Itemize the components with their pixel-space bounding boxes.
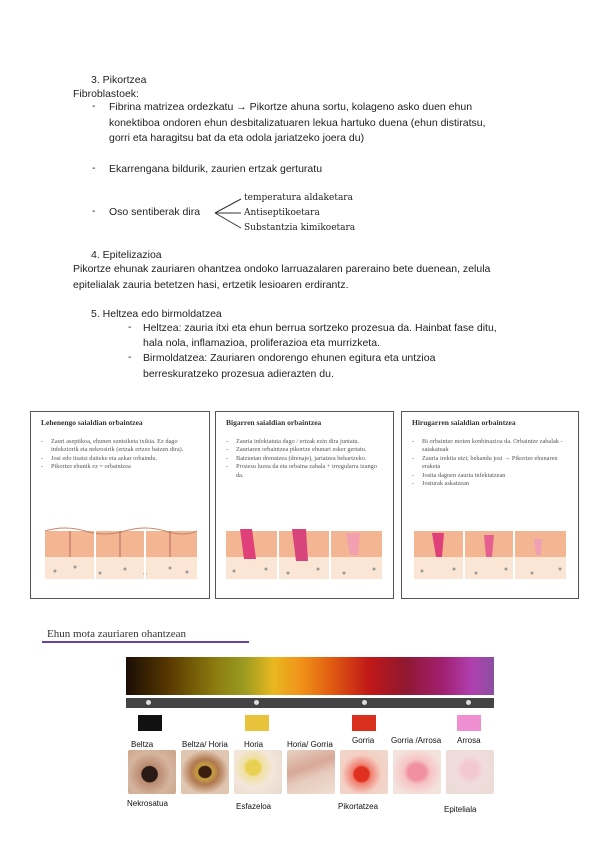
swatch-pink xyxy=(457,715,481,731)
tissue-label-necrotic: Nekrosatua xyxy=(127,799,168,808)
spectrum-title: Ehun mota zauriaren ohantzean xyxy=(47,628,186,640)
box-item: - Zauri aseptikoa, ehunen suntsiketa txikia. Ez dago infekziorik eta nekrosirik (ertzak ertzez batzen dira). xyxy=(45,438,195,455)
label-red: Gorria xyxy=(352,736,375,745)
tissue-label-slough: Esfazeloa xyxy=(236,802,272,811)
spectrum-scale-band xyxy=(126,698,494,708)
section-5-b2-line-2: berreskuratzeko prozesua adierazten du. xyxy=(143,368,334,380)
tissue-label-granulation: Pikortatzea xyxy=(338,802,379,811)
swatch-black xyxy=(138,715,162,731)
brace-lines xyxy=(213,194,245,236)
box-item: - Zauria irekita utzi; behandu josi → Pikortze ehunaren eraketa xyxy=(416,455,566,472)
section-4-heading: 4. Epitelizazioa xyxy=(91,249,162,261)
bullet-dash: - xyxy=(92,100,96,112)
box-item: - Zauria infektatuta dago / ertzak ezin dira juntatu. xyxy=(230,438,380,446)
bullet-3: Oso sentiberak dira xyxy=(109,206,201,218)
box-item: - Josturak askatzean xyxy=(416,480,566,488)
scale-marker xyxy=(146,700,151,705)
swatch-red xyxy=(352,715,376,731)
label-yellow: Horia xyxy=(244,740,264,749)
label-yellow-red: Horia/ Gorria xyxy=(287,740,333,749)
scale-marker xyxy=(466,700,471,705)
label-pink: Arrosa xyxy=(457,736,481,745)
label-black: Beltza xyxy=(131,740,154,749)
spectrum-title-underline xyxy=(42,641,249,643)
section-5-heading: 5. Heltzea edo birmoldatzea xyxy=(91,308,222,320)
bullet-2: Ekarrengana bildurik, zaurien ertzak gerturatu xyxy=(109,163,323,175)
brace-item-antiseptic: Antiseptikoetara xyxy=(244,208,320,218)
box-item: - Bi orbaintze moten konbinazioa da. Orbaintze zabalak - saiakatuak xyxy=(416,438,566,455)
bullet-dash: - xyxy=(128,321,132,333)
skin-diagram xyxy=(226,525,382,583)
section-5-b1-line-1: Heltzea: zauria itxi eta ehun berrua sortzeko prozesua da. Hainbat fase ditu, xyxy=(143,322,497,334)
color-spectrum-bar xyxy=(126,657,494,695)
secondary-intention-box xyxy=(215,411,394,599)
box-item: - Josi edo itsatsi daiteke eta azkar orbaindu. xyxy=(45,455,195,463)
section-3-heading: 3. Pikortzea xyxy=(91,74,147,86)
section-4-text-line-2: epitelialak zauria betetzen hasi, ertzetik lesioaren erdirantz. xyxy=(73,279,349,291)
box-item: - Batzuetan drenatzea (drenaje), jariatzea behartzeko. xyxy=(230,455,380,463)
wound-photo-red-pink xyxy=(393,750,441,794)
brace-item-chemical: Substantzia kimikoetara xyxy=(244,223,356,233)
wound-photo-necrotic xyxy=(128,750,176,794)
primary-intention-box xyxy=(30,411,210,599)
box-title: Bigarren saialdian orbaintzea xyxy=(226,418,322,427)
wound-photo-granulation xyxy=(340,750,388,794)
wound-photo-slough xyxy=(234,750,282,794)
wound-photo-black-yellow xyxy=(181,750,229,794)
wound-photo-yellow-red xyxy=(287,750,335,794)
box-item: - Zauriaren orbaintzea pikortze ehunari esker gertatu. xyxy=(230,446,380,454)
tertiary-intention-box xyxy=(401,411,579,599)
tissue-label-epithelial: Epiteliala xyxy=(444,805,477,814)
box-title: Hirugarren saialdian orbaintzea xyxy=(412,418,516,427)
skin-diagram xyxy=(414,525,566,583)
section-4-text-line-1: Pikortze ehunak zauriaren ohantzea ondoko larruazalaren pareraino bete duenean, zelula xyxy=(73,263,491,275)
box-item: - Josita dagoen zauria infektatzean xyxy=(416,472,566,480)
bullet-1-line-3: gorri eta haragitsu bat da eta odola jariatzeko joera du) xyxy=(109,132,365,144)
box-title: Lehenengo saialdian orbaintzea xyxy=(41,418,143,427)
label-red-pink: Gorria /Arrosa xyxy=(391,736,442,745)
brace-item-temperature: temperatura aldaketara xyxy=(244,193,353,203)
section-3-subheading: Fibroblastoek: xyxy=(73,88,139,100)
label-black-yellow: Beltza/ Horia xyxy=(182,740,228,749)
box-item: - Prozesu luzea da eta orbaina zabala + irregularra izango da. xyxy=(230,463,380,480)
section-5-b2-line-1: Birmoldatzea: Zauriaren ondorengo ehunen egitura eta untzioa xyxy=(143,352,436,364)
scale-marker xyxy=(254,700,259,705)
bullet-1-line-1: Fibrina matrizea ordezkatu → Pikortze ahuna sortu, kolageno asko duen ehun xyxy=(109,101,473,113)
skin-diagram xyxy=(45,525,197,583)
bullet-dash: - xyxy=(128,351,132,363)
bullet-1-line-2: konektiboa ondoren ehun desbitalizatuaren lekua hartuko duena (ehun distiratsu, xyxy=(109,117,486,129)
bullet-dash: - xyxy=(92,205,96,217)
box-item: - Pikortze ehunik ez = orbaintzea xyxy=(45,463,195,471)
bullet-dash: - xyxy=(92,162,96,174)
scale-marker xyxy=(362,700,367,705)
swatch-yellow xyxy=(245,715,269,731)
wound-photo-epithelial xyxy=(446,750,494,794)
section-5-b1-line-2: hala nola, inflamazioa, proliferazioa eta murrizketa. xyxy=(143,337,380,349)
